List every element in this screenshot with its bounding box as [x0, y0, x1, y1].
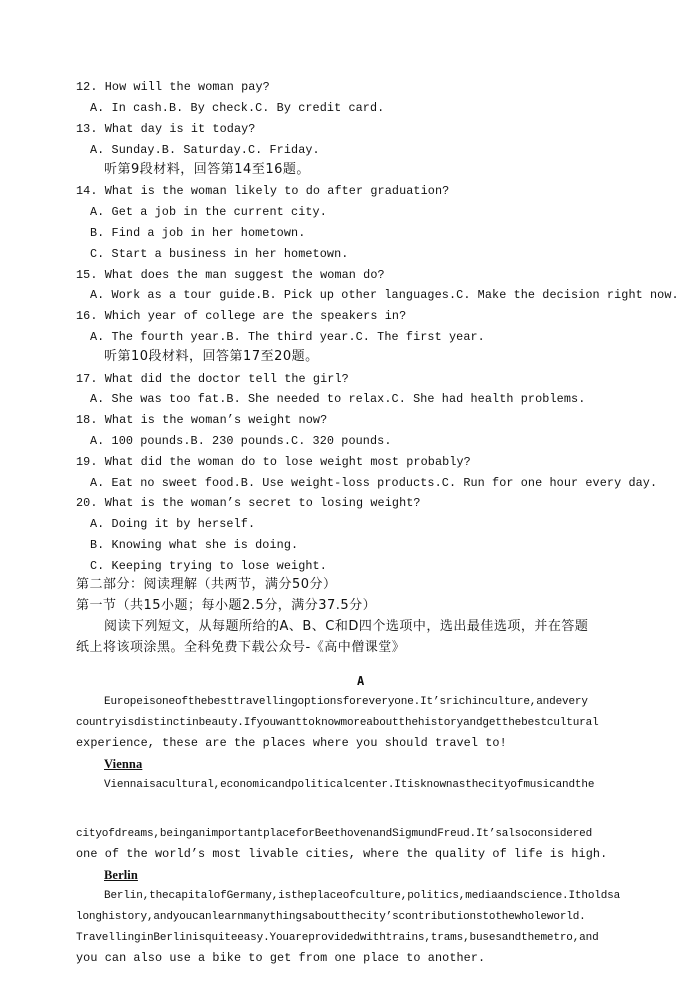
question-20-option-a: A. Doing it by herself. — [90, 517, 256, 531]
reading-part-heading: 第二部分：阅读理解（共两节，满分50分） — [76, 577, 337, 592]
reading-instruction-line-1: 阅读下列短文，从每题所给的A、B、C和D四个选项中，选出最佳选项，并在答题 — [104, 619, 589, 634]
berlin-line-3: TravellinginBerlinisquiteeasy.Youareprovidedwithtrains,trams,busesandthemetro,and — [76, 932, 599, 944]
question-15-options: A. Work as a tour guide.B. Pick up other languages.C. Make the decision right now. — [90, 288, 679, 302]
question-14-option-b: B. Find a job in her hometown. — [90, 226, 306, 240]
berlin-line-4: you can also use a bike to get from one place to another. — [76, 951, 486, 965]
question-18-options: A. 100 pounds.B. 230 pounds.C. 320 pounds. — [90, 434, 392, 448]
berlin-line-2: longhistory,andyoucanlearnmanythingsaboutthecity’scontributionstothewholeworld. — [76, 911, 586, 923]
vienna-line-1: Viennaisacultural,economicandpoliticalcenter.Itisknownasthecityofmusicandthe — [104, 779, 595, 791]
reading-instruction-line-2: 纸上将该项涂黑。全科免费下载公众号-《高中僧课堂》 — [76, 640, 406, 655]
question-14-option-a: A. Get a job in the current city. — [90, 205, 327, 219]
question-16: 16. Which year of college are the speakers in? — [76, 309, 407, 323]
berlin-line-1: Berlin,thecapitalofGermany,istheplaceofculture,politics,mediaandscience.Itholdsa — [104, 890, 621, 902]
question-18: 18. What is the woman’s weight now? — [76, 413, 328, 427]
question-16-options: A. The fourth year.B. The third year.C. The first year. — [90, 330, 485, 344]
question-15: 15. What does the man suggest the woman do? — [76, 268, 385, 282]
material-9-instruction: 听第9段材料，回答第14至16题。 — [104, 162, 310, 177]
question-14: 14. What is the woman likely to do after graduation? — [76, 184, 450, 198]
question-13: 13. What day is it today? — [76, 122, 256, 136]
berlin-heading: Berlin — [104, 868, 138, 882]
vienna-line-2: cityofdreams,beinganimportantplaceforBeethovenandSigmundFreud.It’salsoconsidered — [76, 828, 593, 840]
vienna-heading: Vienna — [104, 757, 143, 771]
question-19: 19. What did the woman do to lose weight most probably? — [76, 455, 471, 469]
question-20: 20. What is the woman’s secret to losing weight? — [76, 496, 421, 510]
material-10-instruction: 听第10段材料，回答第17至20题。 — [104, 349, 319, 364]
question-20-option-b: B. Knowing what she is doing. — [90, 538, 299, 552]
question-12: 12. How will the woman pay? — [76, 80, 270, 94]
question-17: 17. What did the doctor tell the girl? — [76, 372, 349, 386]
question-19-options: A. Eat no sweet food.B. Use weight-loss products.C. Run for one hour every day. — [90, 476, 658, 490]
intro-line-1: Europeisoneofthebesttravellingoptionsforeveryone.It’srichinculture,andevery — [104, 696, 588, 708]
question-12-options: A. In cash.B. By check.C. By credit card. — [90, 101, 385, 115]
reading-section-heading: 第一节（共15小题；每小题2.5分，满分37.5分） — [76, 598, 377, 613]
question-13-options: A. Sunday.B. Saturday.C. Friday. — [90, 143, 320, 157]
question-17-options: A. She was too fat.B. She needed to relax.C. She had health problems. — [90, 392, 586, 406]
vienna-line-3: one of the world’s most livable cities, where the quality of life is high. — [76, 847, 608, 861]
question-20-option-c: C. Keeping trying to lose weight. — [90, 559, 327, 573]
intro-line-3: experience, these are the places where you should travel to! — [76, 736, 507, 750]
question-14-option-c: C. Start a business in her hometown. — [90, 247, 349, 261]
passage-title: A — [357, 674, 365, 688]
intro-line-2: countryisdistinctinbeauty.Ifyouwanttoknowmoreaboutthehistoryandgetthebestcultural — [76, 717, 599, 729]
